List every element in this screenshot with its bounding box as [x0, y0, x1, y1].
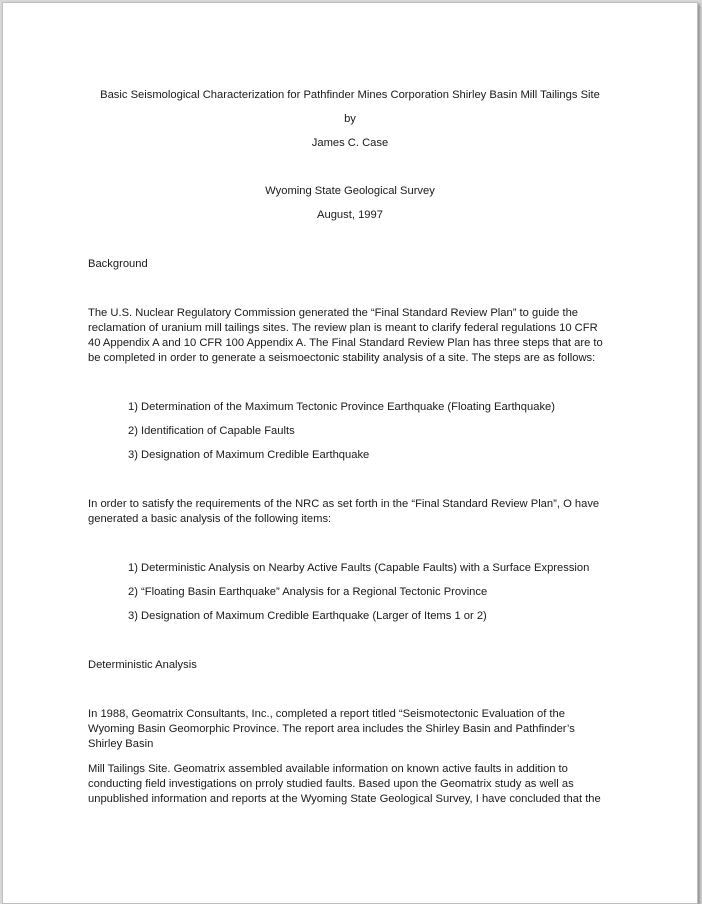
step-list-item: 3) Designation of Maximum Credible Earthquake [128, 449, 370, 461]
document-date: August, 1997 [317, 209, 383, 221]
nrc-paragraph-line: generated a basic analysis of the following items: [88, 513, 332, 525]
background-paragraph-line: The U.S. Nuclear Regulatory Commission generated the “Final Standard Review Plan” to guide the [88, 307, 579, 319]
background-paragraph-line: 40 Appendix A and 10 CFR 100 Appendix A. The Final Standard Review Plan has three steps that are to [88, 337, 603, 349]
document-page [2, 2, 698, 904]
mill-paragraph-line: Mill Tailings Site. Geomatrix assembled available information on known active faults in addition to [88, 763, 568, 775]
background-paragraph-line: reclamation of uranium mill tailings sites. The review plan is meant to clarify federal regulations 10 CFR [88, 322, 598, 334]
geomatrix-paragraph-line: Wyoming Basin Geomorphic Province. The report area includes the Shirley Basin and Pathfinder’s [88, 723, 575, 735]
geomatrix-paragraph-line: In 1988, Geomatrix Consultants, Inc., completed a report titled “Seismotectonic Evaluation of the [88, 708, 565, 720]
analysis-list-item: 2) “Floating Basin Earthquake” Analysis for a Regional Tectonic Province [128, 586, 488, 598]
author: James C. Case [311, 137, 389, 149]
background-heading: Background [88, 258, 148, 270]
step-list-item: 2) Identification of Capable Faults [128, 425, 295, 437]
background-paragraph-line: be completed in order to generate a seismoectonic stability analysis of a site. The steps are as follows: [88, 352, 596, 364]
byline: by [344, 113, 356, 125]
mill-paragraph-line: conducting field investigations on prroly studied faults. Based upon the Geomatrix study as well as [88, 778, 574, 790]
nrc-paragraph-line: In order to satisfy the requirements of the NRC as set forth in the “Final Standard Review Plan”, O have [88, 498, 600, 510]
analysis-list-item: 3) Designation of Maximum Credible Earthquake (Larger of Items 1 or 2) [128, 610, 487, 622]
step-list-item: 1) Determination of the Maximum Tectonic Province Earthquake (Floating Earthquake) [128, 401, 555, 413]
analysis-list-item: 1) Deterministic Analysis on Nearby Active Faults (Capable Faults) with a Surface Expression [128, 562, 590, 574]
geomatrix-paragraph-line: Shirley Basin [88, 738, 154, 750]
deterministic-heading: Deterministic Analysis [88, 659, 197, 671]
document-title: Basic Seismological Characterization for Pathfinder Mines Corporation Shirley Basin Mill Tailings Site [100, 89, 600, 101]
organization: Wyoming State Geological Survey [265, 185, 435, 197]
mill-paragraph-line: unpublished information and reports at the Wyoming State Geological Survey, I have concluded that the [88, 793, 601, 805]
